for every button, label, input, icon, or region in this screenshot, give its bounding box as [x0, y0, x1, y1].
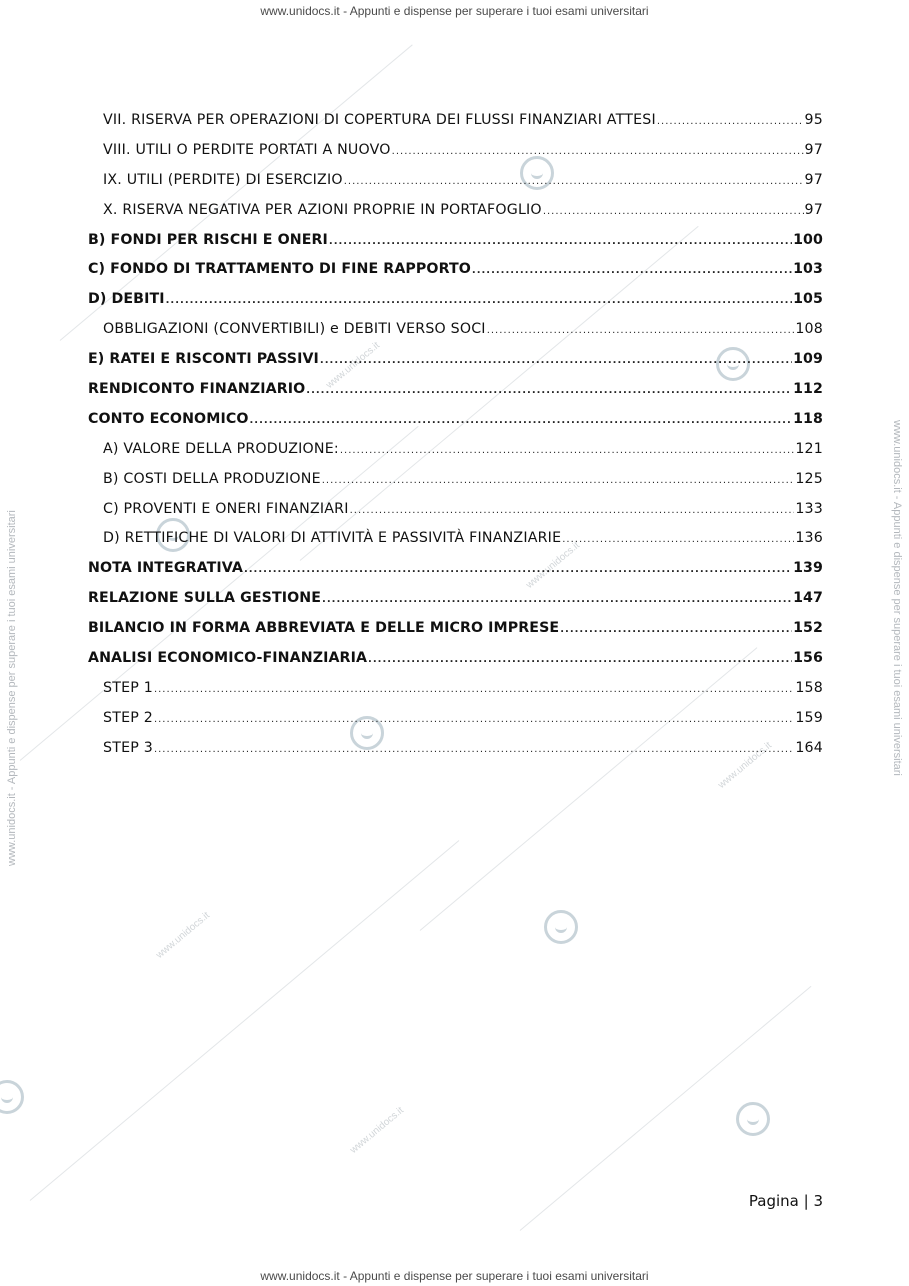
toc-entry-title: B) FONDI PER RISCHI E ONERI [88, 231, 328, 248]
toc-leader-dots [368, 645, 792, 675]
toc-leader-dots [322, 585, 792, 615]
toc-leader-dots [472, 256, 792, 286]
toc-entry[interactable] [88, 435, 823, 465]
toc-entry-title: RENDICONTO FINANZIARIO [88, 381, 306, 398]
toc-entry-page: 100 [793, 231, 823, 248]
toc-entry[interactable] [88, 734, 823, 764]
toc-entry[interactable] [88, 136, 823, 166]
toc-entry-title: X. RISERVA NEGATIVA PER AZIONI PROPRIE IN PORTAFOGLIO [103, 201, 542, 218]
toc-leader-dots [392, 137, 804, 167]
toc-entry[interactable] [88, 614, 823, 644]
toc-entry-page: 118 [793, 410, 823, 427]
toc-entry-page: 136 [795, 530, 823, 547]
toc-entry-page: 112 [793, 381, 823, 398]
watermark-diagonal-text: www.unidocs.it [524, 540, 582, 591]
toc-entry[interactable] [88, 405, 823, 435]
toc-entry-page: 95 [804, 112, 823, 128]
toc-entry-title: C) FONDO DI TRATTAMENTO DI FINE RAPPORTO [88, 261, 471, 278]
toc-leader-dots [306, 376, 792, 406]
toc-entry-page: 105 [793, 291, 823, 308]
toc-entry-title: D) RETTIFICHE DI VALORI DI ATTIVITÀ E PASSIVITÀ FINANZIARIE [103, 530, 562, 547]
toc-entry-title: A) VALORE DELLA PRODUZIONE: [103, 440, 339, 457]
toc-leader-dots [562, 525, 794, 555]
unidocs-logo-icon [736, 1102, 770, 1136]
toc-leader-dots [250, 406, 793, 436]
toc-entry-title: C) PROVENTI E ONERI FINANZIARI [103, 500, 349, 517]
toc-entry[interactable] [88, 524, 823, 554]
toc-entry[interactable] [88, 106, 823, 136]
toc-leader-dots [487, 316, 795, 346]
toc-leader-dots [322, 466, 795, 496]
toc-entry-page: 125 [795, 470, 823, 487]
toc-entry-page: 133 [795, 500, 823, 517]
watermark-diagonal-text: www.unidocs.it [348, 1105, 406, 1156]
toc-entry-title: IX. UTILI (PERDITE) DI ESERCIZIO [103, 171, 343, 188]
toc-entry-page: 158 [795, 679, 823, 696]
side-watermark-right: www.unidocs.it - Appunti e dispense per superare i tuoi esami universitari [891, 420, 903, 776]
watermark-diagonal-text: www.unidocs.it [154, 910, 212, 961]
toc-entry-title: OBBLIGAZIONI (CONVERTIBILI) e DEBITI VERSO SOCI [103, 321, 486, 338]
toc-entry-title: STEP 1 [103, 679, 153, 696]
toc-leader-dots [166, 286, 792, 316]
toc-entry-page: 159 [795, 709, 823, 726]
page-number: Pagina | 3 [748, 1192, 823, 1210]
toc-entry-title: BILANCIO IN FORMA ABBREVIATA E DELLE MICRO IMPRESE [88, 620, 560, 637]
toc-entry-title: B) COSTI DELLA PRODUZIONE [103, 470, 321, 487]
toc-entry[interactable] [88, 196, 823, 226]
toc-leader-dots [543, 197, 804, 227]
toc-leader-dots [154, 705, 794, 735]
toc-entry-page: 109 [793, 351, 823, 368]
footer-watermark: www.unidocs.it - Appunti e dispense per superare i tuoi esami universitari [260, 1269, 649, 1283]
watermark-line [30, 840, 460, 1201]
toc-entry-page: 147 [793, 590, 823, 607]
toc-entry[interactable] [88, 704, 823, 734]
toc-entry-page: 121 [795, 440, 823, 457]
toc-entry[interactable] [88, 554, 823, 584]
table-of-contents [88, 106, 823, 764]
toc-entry-title: VIII. UTILI O PERDITE PORTATI A NUOVO [103, 141, 391, 158]
toc-entry[interactable] [88, 255, 823, 285]
toc-entry-title: STEP 3 [103, 739, 153, 756]
toc-entry-page: 139 [793, 560, 823, 577]
toc-entry-title: NOTA INTEGRATIVA [88, 560, 243, 577]
header-watermark: www.unidocs.it - Appunti e dispense per superare i tuoi esami universitari [260, 4, 649, 18]
toc-entry[interactable] [88, 465, 823, 495]
toc-entry[interactable] [88, 226, 823, 256]
toc-entry[interactable] [88, 375, 823, 405]
toc-entry-page: 97 [804, 141, 823, 158]
toc-entry[interactable] [88, 584, 823, 614]
toc-entry-page: 103 [793, 261, 823, 278]
toc-entry[interactable] [88, 285, 823, 315]
toc-leader-dots [154, 675, 794, 705]
watermark-diagonal-text: www.unidocs.it [716, 740, 774, 791]
watermark-diagonal-text: www.unidocs.it [324, 340, 382, 391]
toc-entry[interactable] [88, 315, 823, 345]
toc-entry-title: ANALISI ECONOMICO-FINANZIARIA [88, 650, 368, 667]
toc-entry-title: STEP 2 [103, 709, 153, 726]
toc-entry-title: CONTO ECONOMICO [88, 410, 249, 427]
toc-entry[interactable] [88, 166, 823, 196]
toc-entry-page: 108 [795, 321, 823, 338]
unidocs-logo-icon [0, 1080, 24, 1114]
toc-entry-page: 97 [804, 171, 823, 188]
toc-entry-title: E) RATEI E RISCONTI PASSIVI [88, 351, 319, 368]
toc-leader-dots [344, 167, 804, 197]
toc-entry-page: 156 [793, 650, 823, 667]
toc-entry[interactable] [88, 345, 823, 375]
toc-entry-page: 164 [795, 739, 823, 756]
toc-entry[interactable] [88, 495, 823, 525]
toc-leader-dots [244, 555, 792, 585]
toc-entry-title: RELAZIONE SULLA GESTIONE [88, 590, 322, 607]
toc-leader-dots [320, 346, 792, 376]
toc-entry[interactable] [88, 674, 823, 704]
toc-entry[interactable] [88, 644, 823, 674]
unidocs-logo-icon [544, 910, 578, 944]
toc-leader-dots [560, 615, 792, 645]
toc-leader-dots [340, 436, 794, 466]
toc-entry-page: 97 [804, 201, 823, 218]
toc-entry-title: D) DEBITI [88, 291, 165, 308]
toc-leader-dots [329, 227, 792, 257]
toc-leader-dots [350, 496, 795, 526]
toc-entry-page: 152 [793, 620, 823, 637]
toc-leader-dots [657, 107, 804, 137]
toc-entry-title: VII. RISERVA PER OPERAZIONI DI COPERTURA DEI FLUSSI FINANZIARI ATTESI [103, 112, 656, 128]
side-watermark-left: www.unidocs.it - Appunti e dispense per superare i tuoi esami universitari [6, 510, 18, 866]
toc-leader-dots [154, 735, 794, 765]
